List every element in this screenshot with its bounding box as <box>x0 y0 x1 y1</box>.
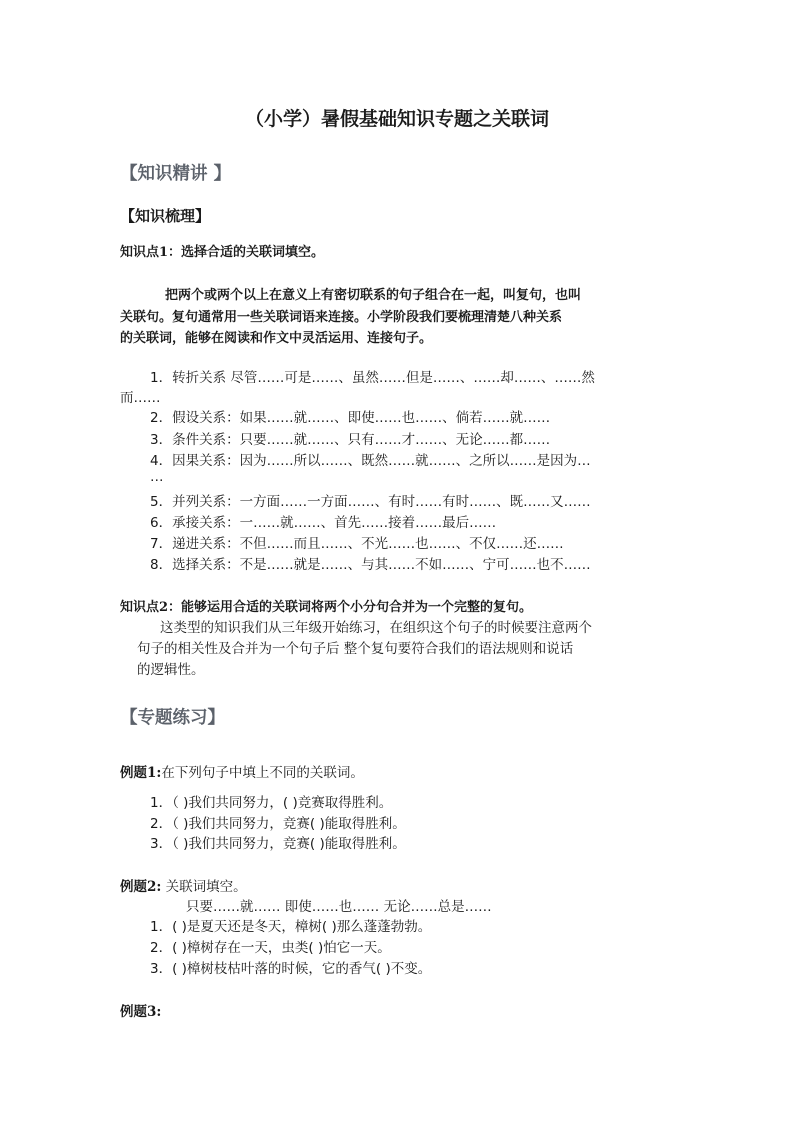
knowledge-point-1: 知识点1：选择合适的关联词填空。 <box>120 245 325 260</box>
example-1-item: 2．（ )我们共同努力，竞赛( )能取得胜利。 <box>150 816 406 832</box>
relation-item: 8．选择关系：不是……就是……、与其……不如……、宁可……也不…… <box>150 557 591 573</box>
section-heading-knowledge: 【知识精讲 】 <box>120 164 232 184</box>
example-2-options: 只要……就…… 即使……也…… 无论……总是…… <box>186 899 492 915</box>
example-1-item: 1．（ )我们共同努力，( )竞赛取得胜利。 <box>150 795 393 811</box>
example-2-label: 例题2: <box>120 879 162 895</box>
example-1-prompt: 在下列句子中填上不同的关联词。 <box>161 765 364 781</box>
intro-line: 的关联词，能够在阅读和作文中灵活运用、连接句子。 <box>120 331 433 346</box>
relation-item: 7．递进关系：不但……而且……、不光……也……、不仅……还…… <box>150 536 564 552</box>
relation-item: 5．并列关系：一方面……一方面……、有时……有时……、既……又…… <box>150 494 591 510</box>
example-2-item: 2．( )樟树存在一天，虫类( )怕它一天。 <box>150 940 391 956</box>
example-1-item: 3．（ )我们共同努力，竞赛( )能取得胜利。 <box>150 836 406 852</box>
example-3-label: 例题3: <box>120 1004 162 1020</box>
example-2-prompt: 关联词填空。 <box>161 879 247 895</box>
example-1-heading <box>120 761 364 781</box>
relation-item: … <box>150 469 164 485</box>
example-3-heading <box>120 1000 161 1020</box>
knowledge-point-2: 知识点2：能够运用合适的关联词将两个小分句合并为一个完整的复句。 <box>120 600 533 615</box>
example-2-heading <box>120 875 247 895</box>
point2-line: 的逻辑性。 <box>137 662 205 678</box>
relation-item: 而…… <box>120 390 161 406</box>
relation-item: 1．转折关系 尽管……可是……、虽然……但是……、……却……、……然 <box>150 370 595 386</box>
relation-item: 2．假设关系：如果……就……、即使……也……、倘若……就…… <box>150 410 551 426</box>
subheading-knowledge-outline: 【知识梳理】 <box>120 207 211 225</box>
point2-line: 这类型的知识我们从三年级开始练习，在组织这个句子的时候要注意两个 <box>160 620 592 636</box>
example-2-item: 1．( )是夏天还是冬天，樟树( )那么蓬蓬勃勃。 <box>150 919 432 935</box>
relation-item: 3．条件关系：只要……就……、只有……才……、无论……都…… <box>150 432 551 448</box>
point2-line: 句子的相关性及合并为一个句子后 整个复句要符合我们的语法规则和说话 <box>137 641 574 657</box>
example-2-item: 3．( )樟树枝枯叶落的时候，它的香气( )不变。 <box>150 961 432 977</box>
intro-line: 关联句。复句通常用一些关联词语来连接。小学阶段我们要梳理清楚八种关系 <box>120 310 563 325</box>
relation-item: 6．承接关系：一……就……、首先……接着……最后…… <box>150 515 497 531</box>
relation-item: 4．因果关系：因为……所以……、既然……就……、之所以……是因为… <box>150 453 591 469</box>
section-heading-practice: 【专题练习】 <box>120 708 225 728</box>
intro-line: 把两个或两个以上在意义上有密切联系的句子组合在一起，叫复句，也叫 <box>165 288 582 303</box>
page-title: （小学）暑假基础知识专题之关联词 <box>244 108 549 130</box>
example-1-label: 例题1: <box>120 765 162 781</box>
